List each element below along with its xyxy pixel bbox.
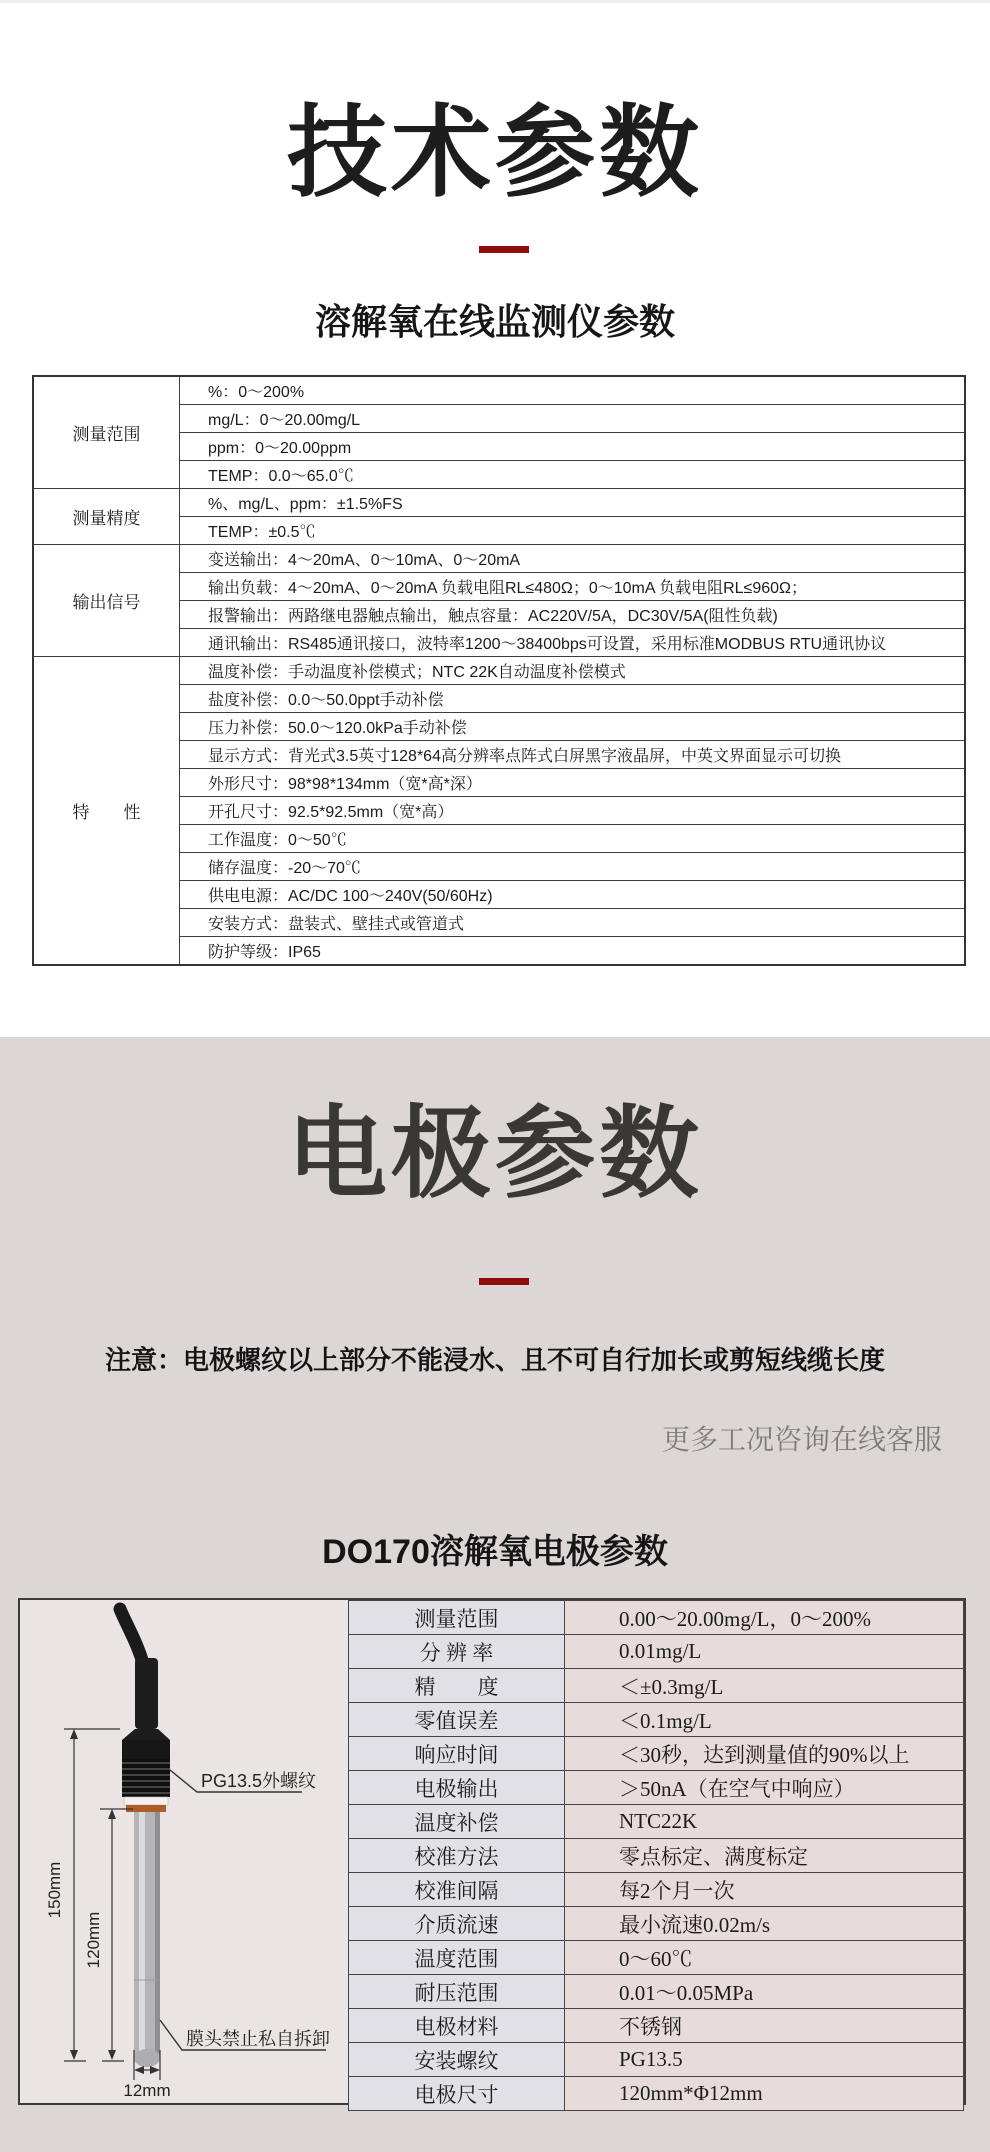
table-row (349, 1771, 964, 1805)
spec-value: 不锈钢 (565, 2009, 964, 2043)
spec-label: 响应时间 (349, 1737, 565, 1771)
monitor-table-title: 溶解氧在线监测仪参数 (314, 301, 675, 342)
spec-label: 安装螺纹 (349, 2043, 565, 2077)
spec-value: 最小流速0.02m/s (565, 1907, 964, 1941)
spec-value: ＞50nA（在空气中响应） (565, 1771, 964, 1805)
spec-label: 电极尺寸 (349, 2077, 565, 2111)
spec-value: %：0～200% (180, 376, 966, 405)
probe-neck (135, 1658, 158, 1729)
spec-label: 温度补偿 (349, 1805, 565, 1839)
table-row (349, 1975, 964, 2009)
spec-value: 120mm*Φ12mm (565, 2077, 964, 2111)
spec-value: 每2个月一次 (565, 1873, 964, 1907)
table-row (33, 545, 965, 573)
spec-label: 分 辨 率 (349, 1635, 565, 1669)
spec-label: 电极材料 (349, 2009, 565, 2043)
arrow-left-icon (134, 2066, 144, 2074)
spec-label: 温度范围 (349, 1941, 565, 1975)
electrode-table-title: DO170溶解氧电极参数 (322, 1533, 668, 1571)
spec-group-label: 测量范围 (33, 376, 180, 489)
spec-value: TEMP：±0.5℃ (180, 517, 966, 545)
spec-value: 盐度补偿：0.0～50.0ppt手动补偿 (180, 685, 966, 713)
section2-title: 电极参数 (287, 1098, 703, 1210)
spec-value: 通讯输出：RS485通讯接口，波特率1200～38400bps可设置，采用标准MODBUS RTU通讯协议 (180, 629, 966, 657)
dim-electrode-label: 120mm (84, 1911, 103, 1969)
spec-value: 输出负载：4～20mA、0～20mA 负载电阻RL≤480Ω；0～10mA 负载电阻RL≤960Ω； (180, 573, 966, 601)
spec-label: 耐压范围 (349, 1975, 565, 2009)
dim-diameter-label: 12mm (123, 2081, 171, 2100)
arrow-up-icon (70, 1729, 78, 1739)
spec-label: 精 度 (349, 1669, 565, 1703)
spec-value: ppm：0～20.00ppm (180, 433, 966, 461)
arrow-up-icon (108, 1809, 116, 1819)
spec-value: 0.00～20.00mg/L，0～200% (565, 1601, 964, 1635)
spec-value: 变送输出：4～20mA、0～10mA、0～20mA (180, 545, 966, 573)
spec-value: NTC22K (565, 1805, 964, 1839)
monitor-spec-table (32, 375, 966, 966)
table-row (349, 1669, 964, 1703)
spec-value: 报警输出：两路继电器触点输出，触点容量：AC220V/5A，DC30V/5A(阻性负载) (180, 601, 966, 629)
spec-label: 测量范围 (349, 1601, 565, 1635)
spec-group-label: 输出信号 (33, 545, 180, 657)
probe-thread-section (122, 1759, 170, 1797)
arrow-right-icon (150, 2066, 160, 2074)
table-row (349, 1635, 964, 1669)
table-row (349, 1873, 964, 1907)
arrow-down-icon (70, 2050, 78, 2060)
table-row (349, 2043, 964, 2077)
spec-label: 校准方法 (349, 1839, 565, 1873)
spec-label: 介质流速 (349, 1907, 565, 1941)
spec-value: 压力补偿：50.0～120.0kPa手动补偿 (180, 713, 966, 741)
table-row (349, 1907, 964, 1941)
table-row (349, 1703, 964, 1737)
spec-value: 0～60℃ (565, 1941, 964, 1975)
spec-group-label: 测量精度 (33, 489, 180, 545)
spec-value: 工作温度：0～50℃ (180, 825, 966, 853)
spec-value: ＜0.1mg/L (565, 1703, 964, 1737)
probe-cable (120, 1609, 142, 1660)
top-divider (0, 0, 990, 3)
table-row (349, 1805, 964, 1839)
probe-cap (122, 1740, 170, 1759)
dimension-120mm (100, 1809, 133, 2061)
spec-value: 0.01mg/L (565, 1635, 964, 1669)
probe-tip (134, 2049, 160, 2067)
spec-value: %、mg/L、ppm：±1.5%FS (180, 489, 966, 517)
spec-value: 零点标定、满度标定 (565, 1839, 964, 1873)
table-row (349, 1941, 964, 1975)
table-row (349, 2077, 964, 2111)
spec-value: 温度补偿：手动温度补偿模式；NTC 22K自动温度补偿模式 (180, 657, 966, 685)
spec-value: 开孔尺寸：92.5*92.5mm（宽*高） (180, 797, 966, 825)
accent-dash (479, 1278, 529, 1285)
spec-value: 供电电源：AC/DC 100～240V(50/60Hz) (180, 881, 966, 909)
spec-group-label: 特 性 (33, 657, 180, 966)
immersion-warning-text: 注意：电极螺纹以上部分不能浸水、且不可自行加长或剪短线缆长度 (104, 1345, 885, 1375)
spec-value: ＜30秒，达到测量值的90%以上 (565, 1737, 964, 1771)
dim-overall-label: 150mm (45, 1861, 64, 1919)
table-row (349, 1601, 964, 1635)
membrane-callout-label: 膜头禁止私自拆卸 (186, 2029, 330, 2049)
spec-value: TEMP：0.0～65.0℃ (180, 461, 966, 489)
probe-shaft-highlight (139, 1812, 145, 2058)
probe-washer (124, 1797, 168, 1805)
spec-value: 防护等级：IP65 (180, 937, 966, 966)
spec-value: 储存温度：-20～70℃ (180, 853, 966, 881)
table-row (349, 2009, 964, 2043)
spec-value: 0.01～0.05MPa (565, 1975, 964, 2009)
table-row (33, 376, 965, 405)
table-row (33, 489, 965, 517)
electrode-spec-panel (18, 1598, 966, 2105)
electrode-diagram (20, 1600, 350, 2103)
section1-title: 技术参数 (287, 97, 703, 209)
spec-value: 安装方式：盘装式、壁挂式或管道式 (180, 909, 966, 937)
spec-value: 显示方式：背光式3.5英寸128*64高分辨率点阵式白屏黑字液晶屏，中英文界面显示可切换 (180, 741, 966, 769)
customer-service-note: 更多工况咨询在线客服 (661, 1424, 942, 1455)
thread-callout-label: PG13.5外螺纹 (201, 1771, 317, 1791)
spec-value: ＜±0.3mg/L (565, 1669, 964, 1703)
spec-value: PG13.5 (565, 2043, 964, 2077)
arrow-down-icon (108, 2050, 116, 2060)
accent-dash (479, 246, 529, 253)
probe-shaft-shade (155, 1812, 160, 2058)
electrode-spec-table (348, 1600, 964, 2111)
table-row (349, 1737, 964, 1771)
spec-label: 零值误差 (349, 1703, 565, 1737)
table-row (349, 1839, 964, 1873)
spec-label: 校准间隔 (349, 1873, 565, 1907)
spec-label: 电极输出 (349, 1771, 565, 1805)
table-row (33, 657, 965, 685)
probe-taper (122, 1729, 170, 1740)
spec-value: mg/L：0～20.00mg/L (180, 405, 966, 433)
spec-value: 外形尺寸：98*98*134mm（宽*高*深） (180, 769, 966, 797)
